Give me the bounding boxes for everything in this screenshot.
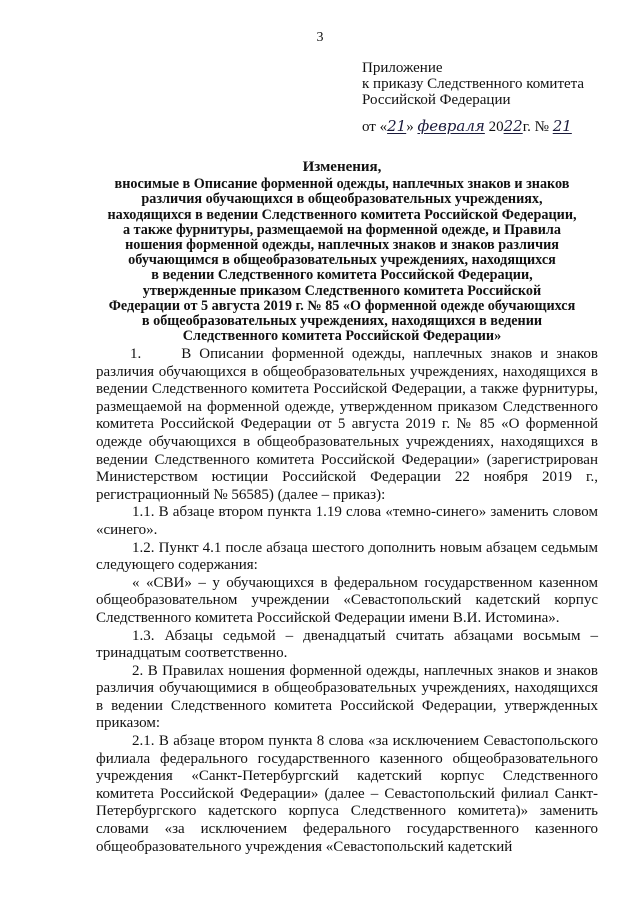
title-line: различия обучающихся в общеобразовательных учреждениях,	[141, 191, 543, 208]
paragraph-1-3: 1.3. Абзацы седьмой – двенадцатый считать абзацами восьмым – тринадцатым соответственно.	[96, 627, 598, 662]
order-year-end: г. №	[522, 119, 549, 135]
title-line: ношения форменной одежды, наплечных знаков и знаков различия	[125, 237, 559, 254]
paragraph-1: 1. В Описании форменной одежды, наплечных знаков и знаков различия обучающихся в общеобразовательных учреждениях, находящихся в ведении Следственного комитета Российской Федерации, а также фурнитуры, размещаемой на форменной одежде, утвержденном приказом Следственного комитета Российской Федерации от 5 августа 2019 г. № 85 «О форменной одежде обучающихся в общеобразовательных учреждениях, находящихся в ведении Следственного комитета Российской Федерации» (зарегистрирован Министерством юстиции Российской Федерации 22 ноября 2019 г., регистрационный № 56585) (далее – приказ):	[96, 346, 598, 503]
title-line: обучающимся в общеобразовательных учреждениях, находящихся	[128, 252, 556, 269]
appendix-line-2: к приказу Следственного комитета	[362, 76, 585, 92]
title-line: вносимые в Описание форменной одежды, наплечных знаков и знаков	[114, 176, 570, 193]
order-month-handwritten: февраля	[417, 117, 485, 135]
page-number: 3	[316, 30, 324, 45]
title-line: в общеобразовательных учреждениях, находящихся в ведении	[141, 313, 543, 330]
order-prefix: от «	[362, 119, 388, 135]
appendix-line-1: Приложение	[362, 60, 443, 76]
document-title	[82, 160, 602, 344]
order-date-number	[362, 117, 572, 136]
document-body	[96, 346, 598, 856]
paragraph-2: 2. В Правилах ношения форменной одежды, наплечных знаков и знаков различия обучающимися в общеобразовательных учреждениях, находящихся в ведении Следственного комитета Российской Федерации, утвержденных приказом:	[96, 662, 598, 732]
paragraph-1-2: 1.2. Пункт 4.1 после абзаца шестого дополнить новым абзацем седьмым следующего содержания:	[96, 539, 598, 574]
title-head: Изменения,	[302, 159, 382, 175]
paragraph-1-1: 1.1. В абзаце втором пункта 1.19 слова «темно-синего» заменить словом «синего».	[96, 504, 598, 538]
order-year-prefix: 20	[488, 119, 504, 135]
order-year-handwritten: 22	[503, 117, 523, 135]
order-mid: »	[406, 119, 414, 135]
title-line: а также фурнитуры, размещаемой на форменной одежде, и Правила	[122, 221, 561, 238]
order-number-handwritten: 21	[552, 117, 572, 135]
title-line: в ведении Следственного комитета Российской Федерации,	[151, 267, 533, 284]
title-line: находящихся в ведении Следственного комитета Российской Федерации,	[107, 206, 577, 223]
order-day-handwritten: 21	[387, 117, 407, 135]
title-line: Следственного комитета Российской Федерации»	[182, 328, 502, 345]
paragraph-quote: « «СВИ» – у обучающихся в федеральном государственном казенном общеобразовательном учреждении «Севастопольский кадетский корпус Следственного комитета Российской Федерации имени В.И. Истомина».	[96, 574, 598, 626]
appendix-line-3: Российской Федерации	[362, 92, 511, 108]
paragraph-2-1: 2.1. В абзаце втором пункта 8 слова «за исключением Севастопольского филиала федерального государственного казенного общеобразовательного учреждения «Санкт-Петербургский кадетский корпус Следственного комитета Российской Федерации» (далее – Севастопольский филиал Санкт-Петербургского кадетского корпуса Следственного комитета)» заменить словами «за исключением федерального государственного казенного общеобразовательного учреждения «Севастопольский кадетский	[96, 733, 598, 855]
title-line: утвержденные приказом Следственного комитета Российской	[142, 282, 542, 299]
title-line: Федерации от 5 августа 2019 г. № 85 «О форменной одежде обучающихся	[108, 297, 576, 314]
appendix-header	[362, 60, 584, 108]
